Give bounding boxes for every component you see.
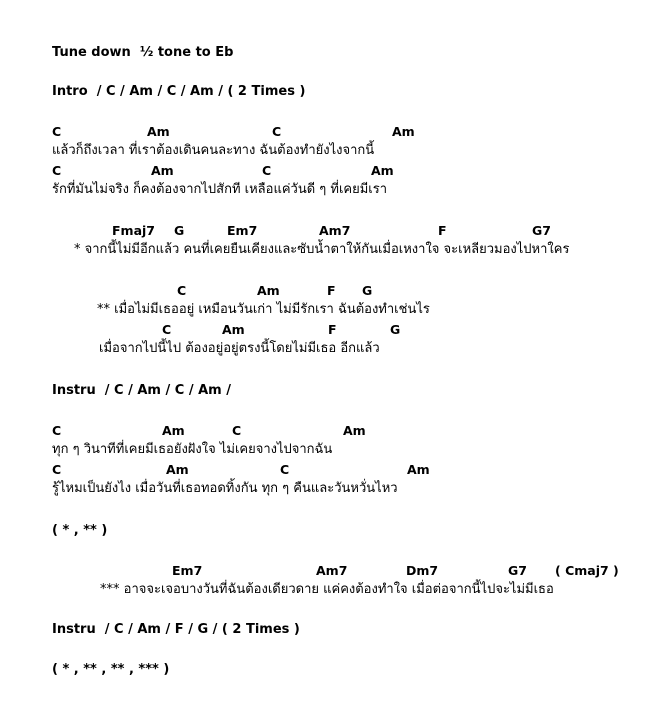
chord: C (262, 163, 272, 178)
chorus2-chords-1 (0, 283, 670, 299)
verse2-chords-2 (0, 462, 670, 478)
chord: Dm7 (406, 563, 439, 578)
instru-line-2: Instru / C / Am / F / G / ( 2 Times ) (52, 622, 300, 637)
bridge-lyric: *** อาจจะเจอบางวันที่ฉันต้องเดียวดาย แค่คงต้องทำใจ เมื่อต่อจากนี้ไปจะไม่มีเธอ (100, 582, 554, 597)
chord: F (327, 283, 336, 298)
chord: Am7 (319, 223, 351, 238)
chord: F (328, 322, 337, 337)
chord: G7 (508, 563, 527, 578)
instru-line-1: Instru / C / Am / C / Am / (52, 383, 232, 398)
chord: C (272, 124, 282, 139)
chord: C (52, 423, 62, 438)
chord: G (390, 322, 401, 337)
chord: Em7 (172, 563, 203, 578)
chord: C (232, 423, 242, 438)
verse2-lyric-1: ทุก ๆ วินาทีที่เคยมีเธอยังฝังใจ ไม่เคยจางไปจากฉัน (52, 442, 333, 457)
repeat-line-2: ( * , ** , ** , *** ) (52, 662, 170, 677)
chord: F (438, 223, 447, 238)
verse1-lyric-2: รักที่มันไม่จริง ก็คงต้องจากไปสักที เหลือแค่วันดี ๆ ที่เคยมีเรา (52, 182, 388, 197)
chord: Am (162, 423, 185, 438)
verse2-chords-1 (0, 423, 670, 439)
chord: Am (222, 322, 245, 337)
chord: C (52, 163, 62, 178)
chord: C (177, 283, 187, 298)
verse1-chords-1 (0, 124, 670, 140)
chorus1-lyric: * จากนี้ไม่มีอีกแล้ว คนที่เคยยืนเคียงและซับน้ำตาให้กันเมื่อเหงาใจ จะเหลียวมองไปหาใคร (74, 242, 570, 257)
tune-note: Tune down ½ tone to Eb (52, 45, 234, 60)
chord: Am (407, 462, 430, 477)
chord: Am7 (316, 563, 348, 578)
chord: Am (166, 462, 189, 477)
chord: Em7 (227, 223, 258, 238)
chord: G7 (532, 223, 551, 238)
chorus2-lyric-2: เมื่อจากไปนี้ไป ต้องอยู่อยู่ตรงนี้โดยไม่มีเธอ อีกแล้ว (99, 341, 380, 356)
chord: C (280, 462, 290, 477)
chord: C (52, 124, 62, 139)
chord: C (162, 322, 172, 337)
repeat-line-1: ( * , ** ) (52, 523, 108, 538)
chord: Fmaj7 (112, 223, 155, 238)
verse1-lyric-1: แล้วก็ถึงเวลา ที่เราต้องเดินคนละทาง ฉันต้องทำยังไงจากนี้ (52, 143, 375, 158)
chorus2-lyric-1: ** เมื่อไม่มีเธออยู่ เหมือนวันเก่า ไม่มีรักเรา ฉันต้องทำเช่นไร (97, 302, 430, 317)
chord: ( Cmaj7 ) (555, 563, 619, 578)
verse1-chords-2 (0, 163, 670, 179)
bridge-chords (0, 563, 670, 579)
chord: Am (147, 124, 170, 139)
verse2-lyric-2: รู้ไหมเป็นยังไง เมื่อวันที่เธอทอดทิ้งกัน ทุก ๆ คืนและวันหวั่นไหว (52, 481, 398, 496)
chord: Am (257, 283, 280, 298)
chord: G (174, 223, 185, 238)
chord: Am (343, 423, 366, 438)
chord: G (362, 283, 373, 298)
chord: Am (371, 163, 394, 178)
intro-line: Intro / C / Am / C / Am / ( 2 Times ) (52, 84, 306, 99)
chorus2-chords-2 (0, 322, 670, 338)
chord: Am (151, 163, 174, 178)
chord: C (52, 462, 62, 477)
chorus1-chords (0, 223, 670, 239)
chord: Am (392, 124, 415, 139)
